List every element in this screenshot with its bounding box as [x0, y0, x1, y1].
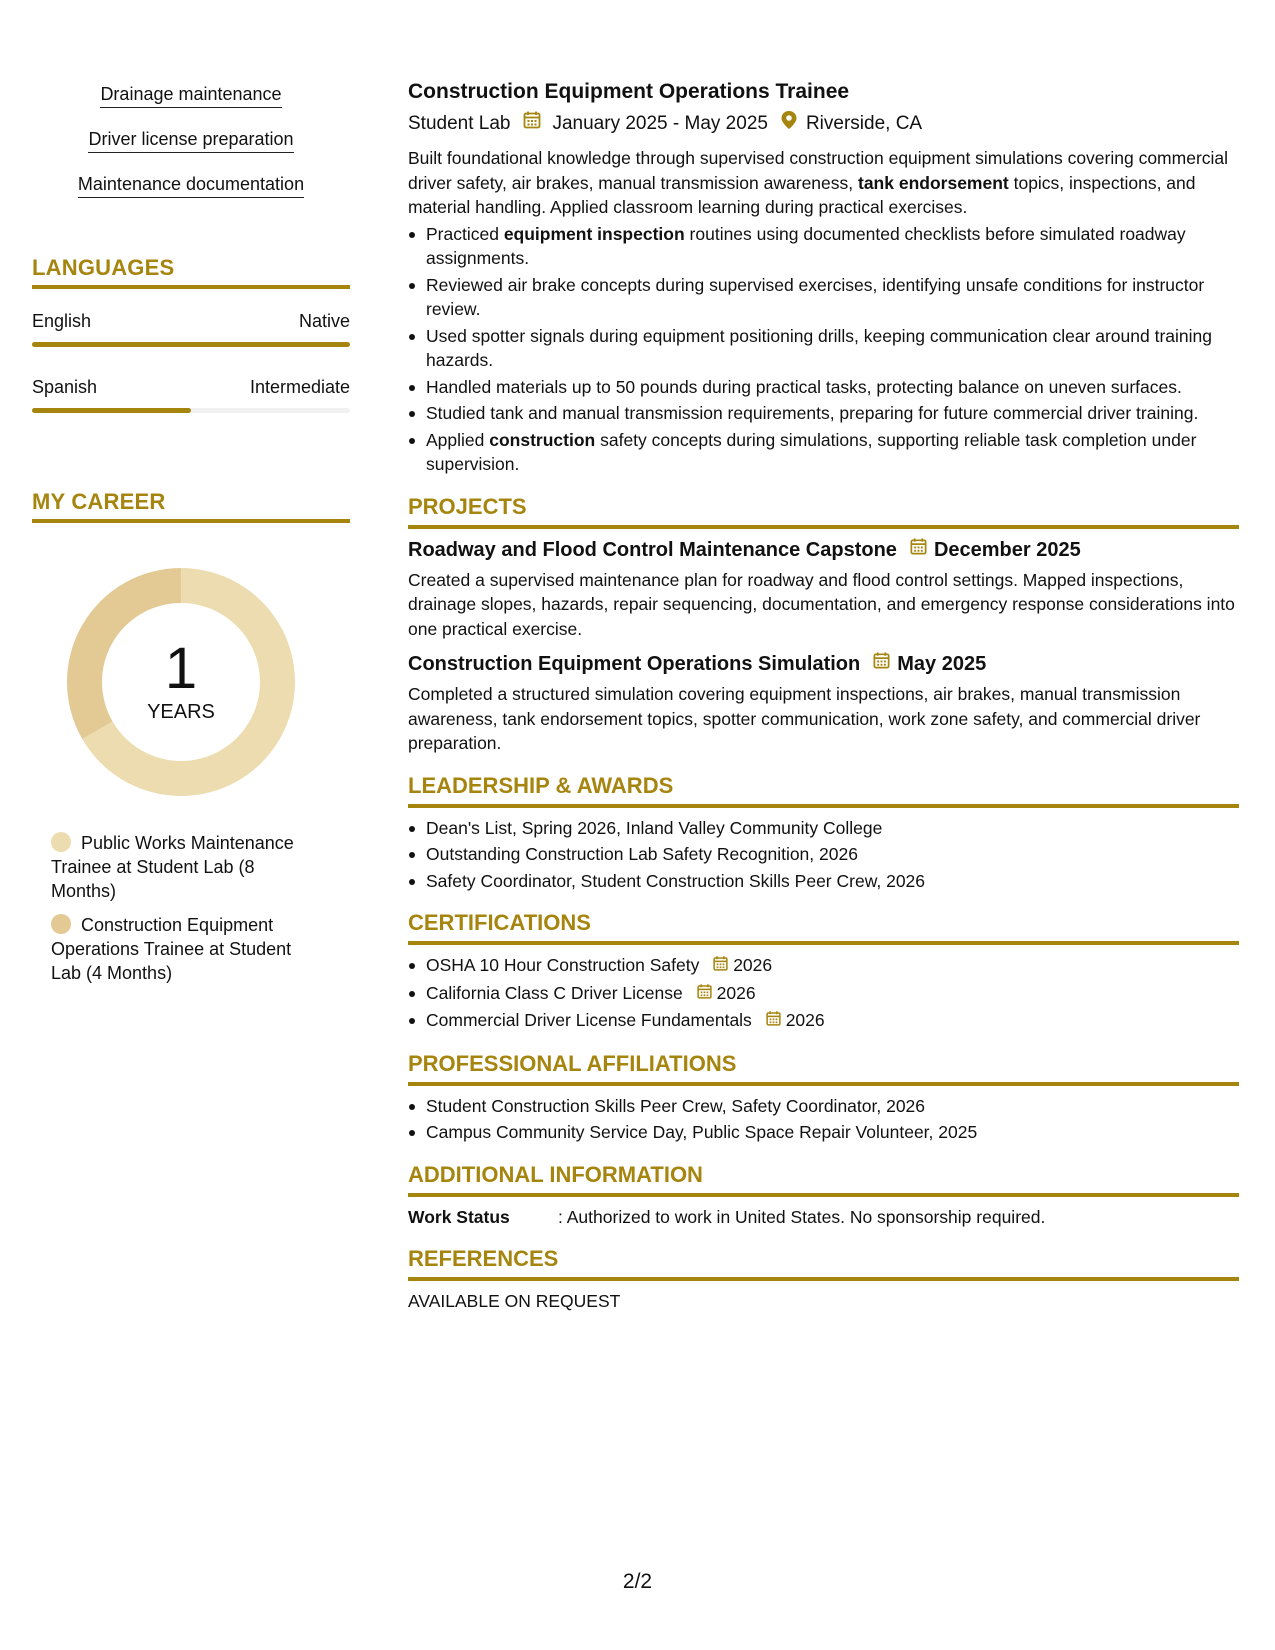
language-row	[32, 377, 350, 398]
job-bullet: Used spotter signals during equipment positioning drills, keeping communication clear around training hazards.	[408, 324, 1239, 373]
job-bullet: Practiced equipment inspection routines using documented checklists before simulated roadway assignments.	[408, 222, 1239, 271]
calendar-icon	[765, 1009, 782, 1034]
language-bar	[32, 408, 350, 413]
job-company: Student Lab	[408, 113, 511, 134]
affiliation-item: Student Construction Skills Peer Crew, Safety Coordinator, 2026	[408, 1094, 1239, 1119]
project-item	[408, 537, 1239, 642]
certification-name: California Class C Driver License	[426, 982, 683, 1003]
calendar-icon	[696, 982, 713, 1007]
job-summary	[408, 146, 1239, 220]
certification-year: 2026	[785, 1010, 825, 1031]
work-status-row	[408, 1205, 1239, 1229]
languages-list	[32, 311, 350, 413]
affiliation-item: Campus Community Service Day, Public Space Repair Volunteer, 2025	[408, 1120, 1239, 1145]
certification-item	[408, 1008, 1239, 1034]
job-dates: January 2025 - May 2025	[552, 113, 768, 134]
project-description: Created a supervised maintenance plan for roadway and flood control settings. Mapped inspections, drainage slopes, hazards, repair sequencing, documentation, and emergency response considerations into one practical exercise.	[408, 569, 1235, 639]
certifications-heading: CERTIFICATIONS	[408, 910, 1239, 945]
sidebar	[32, 82, 350, 995]
summary-bold: tank endorsement	[858, 172, 1009, 193]
language-name: Spanish	[32, 377, 98, 397]
calendar-icon	[712, 954, 729, 979]
summary-text: Built foundational knowledge through supervised construction equipment simulations covering commercial driver safety, air brakes, manual transmission awareness,	[408, 148, 1229, 193]
language-bar-fill	[32, 342, 350, 347]
career-legend	[51, 831, 321, 985]
certifications-list	[408, 953, 1239, 1034]
certification-name: OSHA 10 Hour Construction Safety	[426, 955, 700, 975]
certification-item	[408, 953, 1239, 979]
leadership-list	[408, 816, 1239, 894]
leadership-heading: LEADERSHIP & AWARDS	[408, 773, 1239, 808]
certification-year: 2026	[733, 955, 773, 975]
project-item	[408, 651, 1239, 756]
references-text: AVAILABLE ON REQUEST	[408, 1290, 621, 1311]
job-bullet: Handled materials up to 50 pounds during practical tasks, protecting balance on uneven surfaces.	[408, 375, 1239, 400]
job-bullet: Reviewed air brake concepts during supervised exercises, identifying unsafe conditions for instructor review.	[408, 273, 1239, 322]
job-bullets	[408, 222, 1239, 477]
certification-item	[408, 981, 1239, 1007]
calendar-icon	[872, 651, 891, 678]
language-bar-fill	[32, 408, 191, 413]
map-pin-icon	[780, 110, 798, 138]
affiliations-heading: PROFESSIONAL AFFILIATIONS	[408, 1051, 1239, 1086]
calendar-icon	[522, 110, 542, 138]
additional-info-heading: ADDITIONAL INFORMATION	[408, 1162, 1239, 1197]
career-unit: YEARS	[147, 701, 215, 723]
project-description: Completed a structured simulation covering equipment inspections, air brakes, manual transmission awareness, tank endorsement topics, spotter communication, work zone safety, and commercial driver preparation.	[408, 684, 1201, 753]
legend-dot	[51, 914, 71, 934]
career-legend-text: Public Works Maintenance Trainee at Student Lab (8 Months)	[51, 833, 294, 901]
skill-item: Drainage maintenance	[100, 82, 281, 108]
job-bullet: Applied construction safety concepts during simulations, supporting reliable task completion under supervision.	[408, 428, 1239, 477]
job-location: Riverside, CA	[805, 113, 923, 134]
project-title: Roadway and Flood Control Maintenance Capstone	[408, 538, 897, 561]
career-legend-item	[51, 831, 321, 903]
career-donut-chart	[66, 567, 296, 797]
language-level: Native	[298, 311, 350, 331]
job-meta	[408, 110, 1239, 138]
summary-text: topics, inspections, and material handling. Applied classroom learning during practical exercises.	[408, 172, 1196, 217]
language-row	[32, 311, 350, 332]
project-date: December 2025	[933, 538, 1081, 561]
skill-item: Driver license preparation	[88, 127, 293, 153]
main-content	[408, 78, 1239, 1313]
project-date: May 2025	[897, 653, 987, 675]
references-heading: REFERENCES	[408, 1246, 1239, 1281]
job-title: Construction Equipment Operations Trainee	[408, 80, 850, 103]
project-title-row	[408, 651, 1239, 678]
language-name: English	[32, 311, 92, 331]
projects-heading: PROJECTS	[408, 494, 1239, 529]
certification-name: Commercial Driver License Fundamentals	[426, 1010, 752, 1031]
career-heading: MY CAREER	[32, 489, 350, 523]
calendar-icon	[909, 537, 928, 564]
career-legend-text: Construction Equipment Operations Trainee at Student Lab (4 Months)	[51, 915, 292, 983]
work-status-value: : Authorized to work in United States. No sponsorship required.	[558, 1206, 1046, 1227]
leadership-item: Safety Coordinator, Student Construction Skills Peer Crew, 2026	[408, 869, 1239, 894]
work-status-label: Work Status	[408, 1206, 510, 1227]
project-title: Construction Equipment Operations Simulation	[408, 653, 861, 675]
project-title-row	[408, 537, 1239, 564]
leadership-item: Outstanding Construction Lab Safety Recognition, 2026	[408, 842, 1239, 867]
legend-dot	[51, 832, 71, 852]
leadership-item: Dean's List, Spring 2026, Inland Valley Community College	[408, 816, 1239, 841]
page-number: 2/2	[622, 1570, 653, 1593]
career-legend-item	[51, 913, 321, 985]
career-total: 1	[164, 636, 198, 701]
languages-heading: LANGUAGES	[32, 255, 350, 289]
language-level: Intermediate	[249, 377, 350, 397]
certification-year: 2026	[716, 982, 756, 1003]
affiliations-list	[408, 1094, 1239, 1145]
job-bullet: Studied tank and manual transmission requirements, preparing for future commercial driver training.	[408, 401, 1239, 426]
skill-item: Maintenance documentation	[78, 172, 304, 198]
skills-list	[32, 82, 350, 217]
language-bar	[32, 342, 350, 347]
